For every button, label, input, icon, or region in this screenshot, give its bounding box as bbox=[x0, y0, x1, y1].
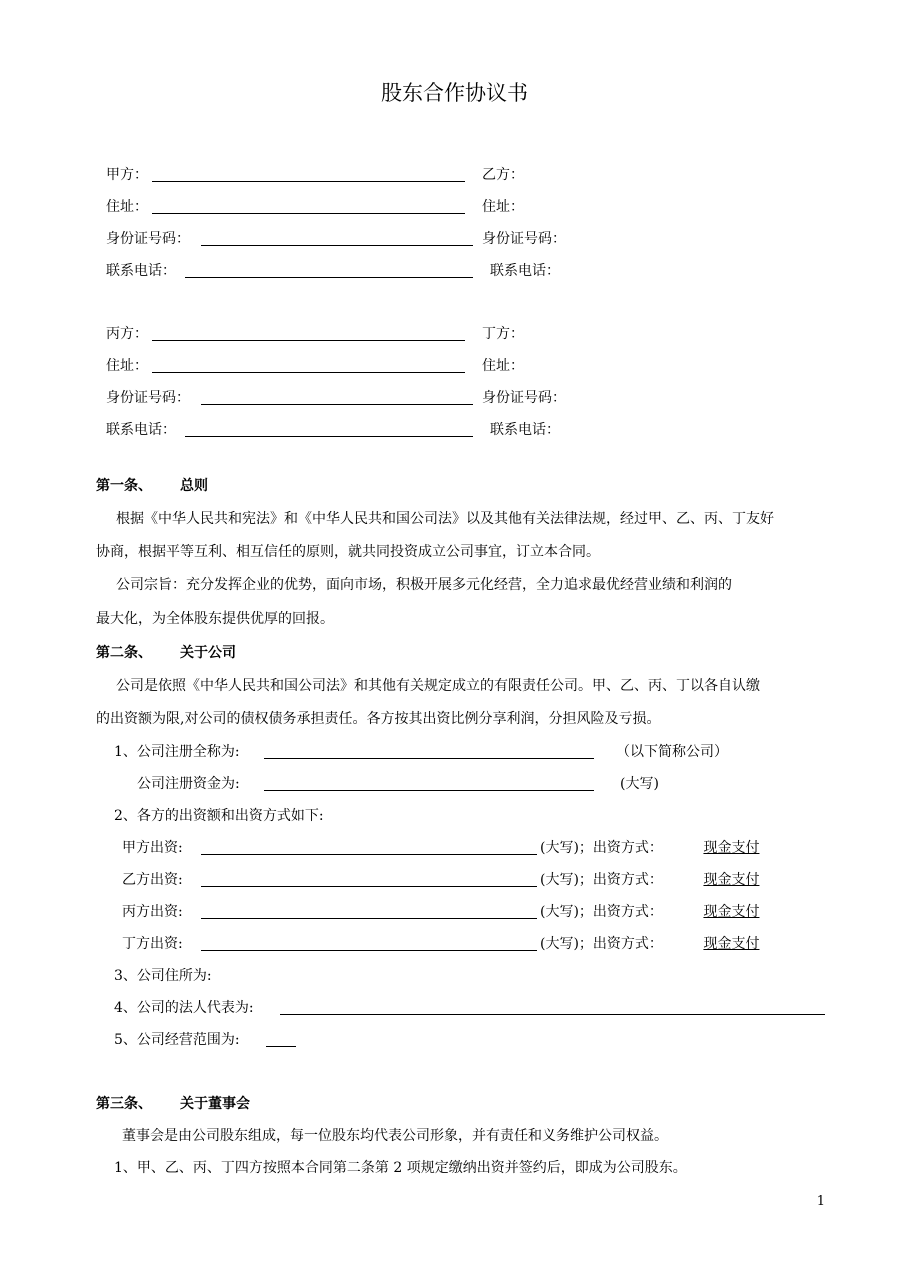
party-a-id-label: 身份证号码： bbox=[106, 231, 190, 247]
article-1-para-1-line-1: 根据《中华人民共和宪法》和《中华人民共和国公司法》以及其他有关法律法规，经过甲、乙、丙、丁友好 bbox=[116, 511, 774, 527]
party-a-phone-blank bbox=[185, 277, 473, 278]
party-a-phone-label: 联系电话： bbox=[106, 263, 176, 279]
contributions-heading: 2、各方的出资额和出资方式如下: bbox=[114, 808, 324, 824]
article-1-para-2-line-1: 公司宗旨：充分发挥企业的优势，面向市场，积极开展多元化经营，全力追求最优经营业绩和利润的 bbox=[116, 577, 732, 593]
contribution-method bbox=[682, 871, 776, 889]
registered-capital-blank bbox=[264, 790, 594, 791]
article-1-title: 总则 bbox=[180, 478, 208, 494]
party-d-id-label: 身份证号码： bbox=[482, 390, 566, 406]
party-c-address-label: 住址： bbox=[106, 358, 148, 374]
party-b-label: 乙方： bbox=[482, 167, 524, 183]
article-1-para-2-line-2: 最大化，为全体股东提供优厚的回报。 bbox=[96, 611, 334, 627]
registered-capital-note: (大写) bbox=[620, 776, 659, 792]
article-3-para-1: 董事会是由公司股东组成，每一位股东均代表公司形象，并有责任和义务维护公司权益。 bbox=[122, 1128, 668, 1144]
party-c-blank bbox=[152, 340, 465, 341]
article-1-number: 第一条、 bbox=[96, 478, 152, 494]
registered-capital-label: 公司注册资金为: bbox=[137, 776, 240, 792]
party-c-id-label: 身份证号码： bbox=[106, 390, 190, 406]
contribution-label: 甲方出资: bbox=[122, 840, 183, 856]
company-name-blank bbox=[264, 758, 594, 759]
party-a-address-label: 住址： bbox=[106, 199, 148, 215]
contribution-label: 丁方出资: bbox=[122, 936, 183, 952]
party-c-phone-blank bbox=[185, 436, 473, 437]
article-2-para-1-line-2: 的出资额为限,对公司的债权债务承担责任。各方按其出资比例分享利润，分担风险及亏损。 bbox=[96, 711, 661, 727]
article-1-para-1-line-2: 协商，根据平等互利、相互信任的原则，就共同投资成立公司事宜，订立本合同。 bbox=[96, 544, 600, 560]
business-scope-blank bbox=[266, 1046, 296, 1047]
party-a-label: 甲方： bbox=[106, 167, 148, 183]
contribution-method bbox=[682, 903, 776, 921]
contribution-blank bbox=[201, 950, 537, 951]
contribution-unit: (大写)；出资方式： bbox=[540, 904, 663, 920]
contribution-blank bbox=[201, 918, 537, 919]
contribution-method-value: 现金支付 bbox=[703, 840, 760, 856]
article-2-para-1-line-1: 公司是依照《中华人民共和国公司法》和其他有关规定成立的有限责任公司。甲、乙、丙、丁以各自认缴 bbox=[116, 678, 760, 694]
party-a-id-blank bbox=[201, 245, 473, 246]
contribution-unit: (大写)；出资方式： bbox=[540, 872, 663, 888]
party-c-phone-label: 联系电话： bbox=[106, 422, 176, 438]
party-b-id-label: 身份证号码： bbox=[482, 231, 566, 247]
contribution-label: 丙方出资: bbox=[122, 904, 183, 920]
page-number: 1 bbox=[816, 1194, 825, 1209]
party-c-label: 丙方： bbox=[106, 326, 148, 342]
contribution-method-value: 现金支付 bbox=[703, 936, 760, 952]
party-c-id-blank bbox=[201, 404, 473, 405]
company-name-note: （以下简称公司） bbox=[616, 744, 728, 760]
legal-representative-label: 4、公司的法人代表为: bbox=[114, 1000, 254, 1016]
party-b-address-label: 住址： bbox=[482, 199, 524, 215]
party-d-label: 丁方： bbox=[482, 326, 524, 342]
contribution-method-value: 现金支付 bbox=[703, 872, 760, 888]
party-c-address-blank bbox=[152, 372, 465, 373]
article-3-number: 第三条、 bbox=[96, 1096, 152, 1112]
article-3-title: 关于董事会 bbox=[180, 1096, 250, 1112]
contribution-method bbox=[682, 839, 776, 857]
company-name-label: 1、公司注册全称为: bbox=[114, 744, 240, 760]
contribution-blank bbox=[201, 886, 537, 887]
party-b-phone-label: 联系电话： bbox=[490, 263, 560, 279]
article-2-number: 第二条、 bbox=[96, 645, 152, 661]
party-d-address-label: 住址： bbox=[482, 358, 524, 374]
contribution-unit: (大写)；出资方式： bbox=[540, 936, 663, 952]
document-title: 股东合作协议书 bbox=[381, 81, 528, 105]
party-a-blank bbox=[152, 181, 465, 182]
article-2-title: 关于公司 bbox=[180, 645, 236, 661]
business-scope-label: 5、公司经营范围为: bbox=[114, 1032, 240, 1048]
party-d-phone-label: 联系电话： bbox=[490, 422, 560, 438]
company-address-label: 3、公司住所为: bbox=[114, 968, 212, 984]
contribution-unit: (大写)；出资方式： bbox=[540, 840, 663, 856]
contribution-blank bbox=[201, 854, 537, 855]
contribution-label: 乙方出资: bbox=[122, 872, 183, 888]
legal-representative-blank bbox=[280, 1014, 825, 1015]
article-3-para-2: 1、甲、乙、丙、丁四方按照本合同第二条第 2 项规定缴纳出资并签约后，即成为公司股东。 bbox=[114, 1160, 687, 1176]
contribution-method bbox=[682, 935, 776, 953]
contribution-method-value: 现金支付 bbox=[703, 904, 760, 920]
party-a-address-blank bbox=[152, 213, 465, 214]
